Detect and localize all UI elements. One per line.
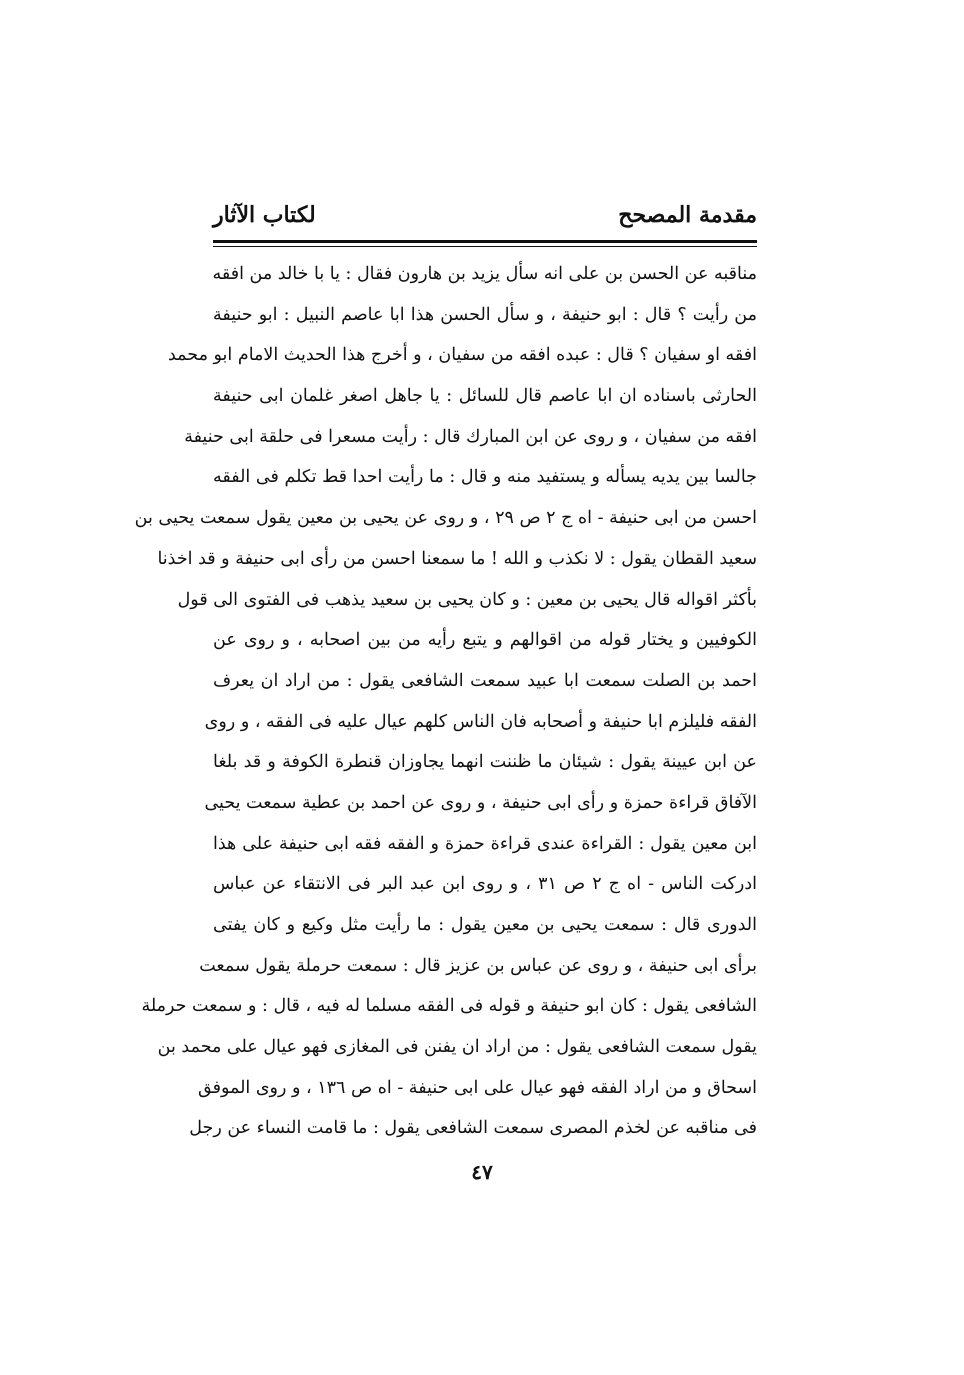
text-line: ادركت الناس - اه ج ٢ ص ٣١ ، و روى ابن عبد البر فى الانتقاء عن عباس	[213, 874, 757, 895]
header-book-title: لكتاب الآثار	[213, 202, 316, 228]
text-line: الكوفيين و يختار قوله من اقوالهم و يتبع رأيه من بين اصحابه ، و روى عن	[213, 630, 757, 651]
text-line: بأكثر اقواله قال يحيى بن معين : و كان يحيى بن سعيد يذهب فى الفتوى الى قول	[177, 589, 757, 610]
body-text	[134, 254, 757, 1149]
text-line: من رأيت ؟ قال : ابو حنيفة ، و سأل الحسن هذا ابا عاصم النبيل : ابو حنيفة	[213, 304, 757, 325]
text-line: سعيد القطان يقول : لا نكذب و الله ! ما سمعنا احسن من رأى ابى حنيفة و قد اخذنا	[157, 548, 757, 569]
header-rule-thin	[213, 246, 757, 247]
text-line: برأى ابى حنيفة ، و روى عن عباس بن عزيز قال : سمعت حرملة يقول سمعت	[199, 955, 757, 976]
header-rule-thick	[213, 240, 757, 243]
text-line: الآفاق قراءة حمزة و رأى ابى حنيفة ، و روى عن احمد بن عطية سمعت يحيى	[204, 792, 757, 813]
text-line: اسحاق و من اراد الفقه فهو عيال على ابى حنيفة - اه ص ١٣٦ ، و روى الموفق	[197, 1077, 757, 1098]
text-line: افقه او سفيان ؟ قال : عبده افقه من سفيان ، و أخرج هذا الحديث الامام ابو محمد	[167, 345, 757, 366]
text-line: افقه من سفيان ، و روى عن ابن المبارك قال : رأيت مسعرا فى حلقة ابى حنيفة	[184, 426, 757, 447]
text-line: مناقبه عن الحسن بن على انه سأل يزيد بن هارون فقال : يا با خالد من افقه	[212, 264, 757, 284]
text-line: فى مناقبه عن لخذم المصرى سمعت الشافعى يقول : ما قامت النساء عن رجل	[189, 1118, 757, 1139]
text-line: ابن معين يقول : القراءة عندى قراءة حمزة و الفقه فقه ابى حنيفة على هذا	[213, 833, 757, 854]
text-line: احمد بن الصلت سمعت ابا عبيد سمعت الشافعى يقول : من اراد ان يعرف	[213, 670, 757, 691]
text-line: الحارثى باسناده ان ابا عاصم قال للسائل : يا جاهل اصغر غلمان ابى حنيفة	[213, 386, 757, 407]
header-section-title: مقدمة المصحح	[618, 202, 757, 228]
text-line: الدورى قال : سمعت يحيى بن معين يقول : ما رأيت مثل وكيع و كان يفتى	[213, 915, 757, 935]
text-line: عن ابن عيينة يقول : شيئان ما ظننت انهما يجاوزان قنطرة الكوفة و قد بلغا	[213, 752, 757, 773]
page-number: ٤٧	[471, 1160, 493, 1184]
running-header	[213, 198, 757, 238]
text-line: احسن من ابى حنيفة - اه ج ٢ ص ٢٩ ، و روى عن يحيى بن معين يقول سمعت يحيى بن	[134, 508, 757, 529]
text-line: يقول سمعت الشافعى يقول : من اراد ان يفنن فى المغازى فهو عيال على محمد بن	[157, 1037, 757, 1058]
text-line: جالسا بين يديه يسأله و يستفيد منه و قال : ما رأيت احدا قط تكلم فى الفقه	[213, 467, 757, 488]
text-line: الشافعى يقول : كان ابو حنيفة و قوله فى الفقه مسلما له فيه ، قال : و سمعت حرملة	[141, 996, 757, 1017]
text-line: الفقه فليلزم ابا حنيفة و أصحابه فان الناس كلهم عيال عليه فى الفقه ، و روى	[204, 711, 757, 732]
